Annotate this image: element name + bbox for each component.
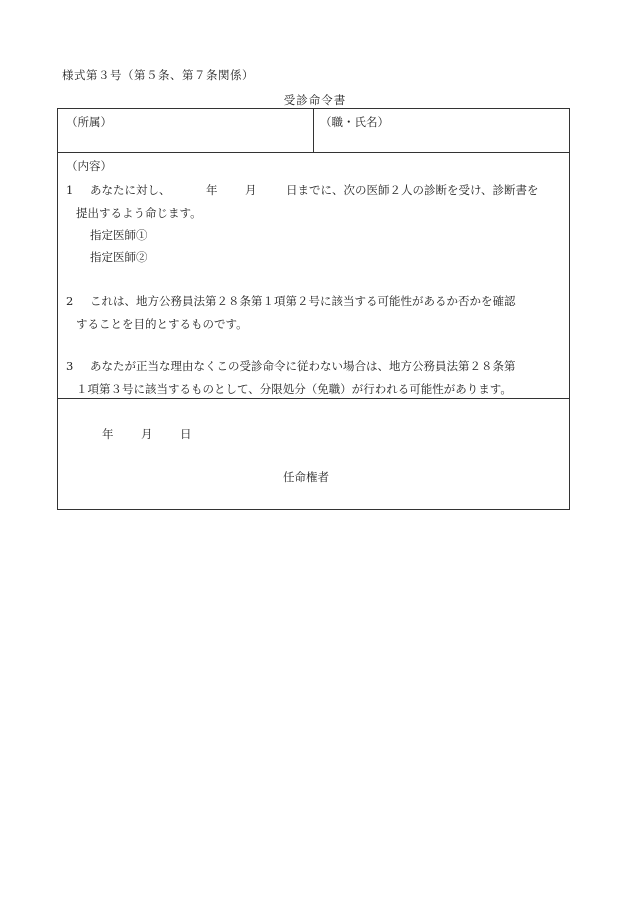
item-1-text-line2: 提出するよう命じます。 (76, 206, 202, 220)
form-number-label: 様式第３号（第５条、第７条関係） (62, 68, 254, 82)
form-frame (57, 108, 570, 510)
document-title: 受診命令書 (283, 93, 347, 107)
item-2-text-line2: することを目的とするものです。 (76, 317, 248, 331)
name-label: （職・氏名） (320, 115, 389, 129)
item-1-year: 年 (206, 183, 218, 197)
designated-doctor-2: 指定医師② (90, 250, 148, 264)
item-1-month: 月 (245, 183, 257, 197)
item-3-text-line2: １項第３号に該当するものとして、分限処分（免職）が行われる可能性があります。 (76, 382, 512, 396)
item-1-number: 1 (66, 183, 74, 197)
item-1-text-a: あなたに対し、 (90, 183, 171, 197)
footer-month: 月 (141, 427, 153, 441)
content-label: （内容） (66, 159, 112, 173)
header-divider (313, 109, 314, 152)
affiliation-label: （所属） (66, 115, 112, 129)
item-3-text-line1: あなたが正当な理由なくこの受診命令に従わない場合は、地方公務員法第２８条第 (90, 359, 516, 373)
content-bottom-line (58, 398, 569, 399)
footer-year: 年 (102, 427, 114, 441)
header-bottom-line (58, 152, 569, 153)
item-2-number: 2 (66, 294, 74, 308)
item-2-text-line1: これは、地方公務員法第２８条第１項第２号に該当する可能性があるか否かを確認 (90, 294, 516, 308)
item-1-text-b: 日までに、次の医師２人の診断を受け、診断書を (286, 183, 539, 197)
footer-day: 日 (180, 427, 192, 441)
item-3-number: 3 (66, 359, 74, 373)
designated-doctor-1: 指定医師① (90, 228, 148, 242)
appointing-authority-label: 任命権者 (283, 470, 329, 484)
